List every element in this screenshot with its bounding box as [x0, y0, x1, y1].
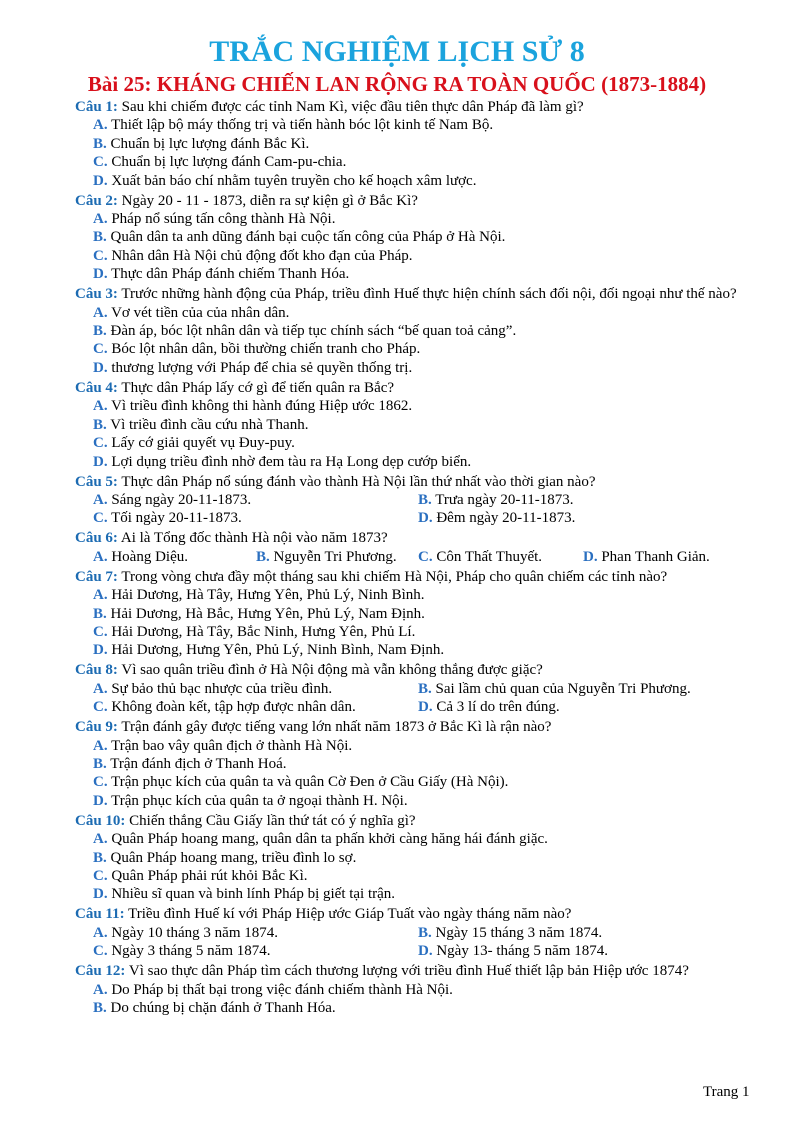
option-text: Hoàng Diệu. [111, 548, 188, 565]
option-text: Nhiều sĩ quan và binh lính Pháp bị giết tại trận. [111, 886, 396, 903]
question-text: Trước những hành động của Pháp, triều đình Huế thực hiện chính sách đối nội, đối ngoại như thế nào? [121, 286, 737, 303]
option-text: Quân Pháp hoang mang, quân dân ta phấn khởi càng hăng hái đánh giặc. [111, 831, 548, 848]
answer-option-a[interactable] [93, 981, 765, 999]
answer-options [93, 491, 765, 528]
option-text: Đàn áp, bóc lột nhân dân và tiếp tục chính sách “bế quan toả cảng”. [110, 323, 517, 340]
question-text: Vì sao thực dân Pháp tìm cách thương lượng với triều đình Huế thiết lập bản Hiệp ước 1874? [128, 963, 689, 980]
answer-option-c[interactable] [93, 942, 418, 960]
question-label: Câu 10: [75, 812, 126, 829]
answer-option-b[interactable] [93, 849, 765, 867]
option-letter: C. [93, 154, 108, 171]
option-letter: A. [93, 117, 108, 134]
option-text: Tối ngày 20-11-1873. [111, 510, 242, 527]
answer-option-d[interactable] [583, 548, 710, 566]
question-1 [75, 98, 765, 190]
option-letter: D. [93, 792, 108, 809]
question-text: Triều đình Huế kí với Pháp Hiệp ước Giáp Tuất vào ngày tháng năm nào? [128, 906, 572, 923]
option-text: Trận đánh địch ở Thanh Hoá. [110, 755, 287, 772]
answer-option-a[interactable] [93, 924, 418, 942]
option-text: Chuẩn bị lực lượng đánh Cam-pu-chia. [111, 154, 347, 171]
option-letter: C. [93, 774, 108, 791]
answer-option-b[interactable] [256, 548, 418, 566]
answer-option-d[interactable] [93, 265, 765, 283]
answer-option-c[interactable] [93, 340, 765, 358]
question-text: Ngày 20 - 11 - 1873, diễn ra sự kiện gì ở Bắc Kì? [121, 192, 418, 209]
option-text: Trưa ngày 20-11-1873. [435, 491, 574, 508]
answer-options [93, 680, 765, 717]
question-9 [75, 718, 765, 810]
question-stem [75, 529, 765, 547]
answer-option-b[interactable] [93, 416, 765, 434]
question-text: Ai là Tổng đốc thành Hà nội vào năm 1873? [120, 530, 388, 547]
question-list [75, 98, 765, 1017]
question-label: Câu 12: [75, 963, 126, 980]
answer-option-a[interactable] [93, 680, 418, 698]
option-text: Trận phục kích của quân ta và quân Cờ Đen ở Cầu Giấy (Hà Nội). [111, 774, 509, 791]
page-title: TRẮC NGHIỆM LỊCH SỬ 8 [209, 35, 585, 68]
option-text: Chuẩn bị lực lượng đánh Bắc Kì. [110, 135, 310, 152]
question-2 [75, 192, 765, 284]
option-letter: D. [93, 172, 108, 189]
option-letter: D. [418, 510, 433, 527]
answer-option-a[interactable] [93, 116, 765, 134]
question-label: Câu 8: [75, 662, 118, 679]
answer-options [93, 830, 765, 904]
option-text: Côn Thất Thuyết. [436, 548, 543, 565]
question-text: Chiến thắng Cầu Giấy lần thứ tát có ý nghĩa gì? [129, 812, 416, 829]
option-letter: D. [93, 886, 108, 903]
answer-options [93, 586, 765, 660]
question-label: Câu 6: [75, 530, 118, 547]
option-letter: C. [93, 943, 108, 960]
answer-option-c[interactable] [93, 698, 418, 716]
question-4 [75, 379, 765, 471]
option-text: Quân Pháp hoang mang, triều đình lo sợ. [110, 849, 357, 866]
option-letter: A. [93, 491, 108, 508]
answer-option-b[interactable] [93, 135, 765, 153]
question-stem [75, 285, 765, 303]
question-stem [75, 192, 765, 210]
option-letter: C. [93, 623, 108, 640]
answer-option-a[interactable] [93, 830, 765, 848]
answer-option-b[interactable] [93, 999, 765, 1017]
question-text: Sau khi chiếm được các tỉnh Nam Kì, việc đầu tiên thực dân Pháp đã làm gì? [121, 99, 584, 115]
question-label: Câu 5: [75, 473, 118, 490]
option-letter: C. [93, 699, 108, 716]
answer-option-d[interactable] [93, 792, 765, 810]
answer-options [93, 924, 765, 961]
option-letter: B. [93, 135, 107, 152]
question-label: Câu 9: [75, 719, 118, 736]
question-label: Câu 3: [75, 286, 118, 303]
option-letter: A. [93, 548, 108, 565]
option-letter: D. [93, 266, 108, 283]
answer-option-c[interactable] [93, 773, 765, 791]
option-letter: C. [93, 341, 108, 358]
answer-option-a[interactable] [93, 586, 765, 604]
option-text: Không đoàn kết, tập hợp được nhân dân. [111, 699, 356, 716]
answer-option-b[interactable] [418, 680, 765, 698]
option-text: Lợi dụng triều đình nhờ đem tàu ra Hạ Long dẹp cướp biển. [111, 453, 472, 470]
question-stem [75, 812, 765, 830]
option-letter: C. [93, 435, 108, 452]
answer-option-d[interactable] [93, 172, 765, 190]
option-text: Ngày 13- tháng 5 năm 1874. [436, 943, 608, 960]
answer-option-d[interactable] [93, 885, 765, 903]
option-letter: A. [93, 981, 108, 998]
option-text: Xuất bản báo chí nhằm tuyên truyền cho kế hoạch xâm lược. [111, 172, 477, 189]
option-letter: D. [418, 699, 433, 716]
page-number: Trang 1 [703, 1084, 750, 1100]
answer-option-d[interactable] [418, 698, 765, 716]
option-text: Quân dân ta anh dũng đánh bại cuộc tấn công của Pháp ở Hà Nội. [110, 229, 506, 246]
answer-option-b[interactable] [418, 924, 765, 942]
question-12 [75, 962, 765, 1017]
answer-option-a[interactable] [93, 491, 418, 509]
option-text: Vì triều đình cầu cứu nhà Thanh. [110, 416, 309, 433]
question-stem [75, 473, 765, 491]
option-text: thương lượng với Pháp để chia sẻ quyền thống trị. [111, 359, 413, 376]
answer-option-a[interactable] [93, 397, 765, 415]
answer-option-c[interactable] [93, 867, 765, 885]
lesson-subtitle: Bài 25: KHÁNG CHIẾN LAN RỘNG RA TOÀN QUỐC (1873-1884) [87, 72, 707, 96]
option-letter: B. [93, 323, 107, 340]
question-text: Vì sao quân triều đình ở Hà Nội động mà vẫn không thắng được giặc? [121, 662, 543, 679]
question-8 [75, 661, 765, 716]
option-text: Cả 3 lí do trên đúng. [436, 699, 560, 716]
option-letter: D. [418, 943, 433, 960]
answer-option-b[interactable] [93, 228, 765, 246]
option-letter: B. [93, 755, 107, 772]
answer-option-c[interactable] [93, 434, 765, 452]
question-11 [75, 905, 765, 960]
option-letter: D. [583, 548, 598, 565]
answer-option-d[interactable] [418, 942, 765, 960]
question-stem [75, 905, 765, 923]
option-text: Vì triều đình không thi hành đúng Hiệp ước 1862. [111, 398, 413, 415]
option-text: Nhân dân Hà Nội chủ động đốt kho đạn của Pháp. [111, 247, 413, 264]
answer-options [93, 304, 765, 378]
answer-option-b[interactable] [93, 755, 765, 773]
option-text: Phan Thanh Giản. [601, 548, 710, 565]
option-letter: B. [93, 849, 107, 866]
option-letter: D. [93, 359, 108, 376]
option-text: Lấy cớ giải quyết vụ Đuy-puy. [111, 435, 295, 452]
answer-option-c[interactable] [93, 623, 765, 641]
answer-options [93, 210, 765, 284]
question-7 [75, 568, 765, 660]
option-text: Vơ vét tiền của của nhân dân. [111, 304, 290, 321]
question-5 [75, 473, 765, 528]
option-letter: C. [93, 510, 108, 527]
option-text: Sáng ngày 20-11-1873. [111, 491, 252, 508]
option-letter: A. [93, 398, 108, 415]
question-label: Câu 4: [75, 379, 118, 396]
question-6 [75, 529, 765, 566]
answer-option-c[interactable] [93, 509, 418, 527]
option-text: Thực dân Pháp đánh chiếm Thanh Hóa. [111, 266, 350, 283]
question-stem [75, 98, 765, 116]
option-letter: C. [418, 548, 433, 565]
question-stem [75, 661, 765, 679]
option-letter: A. [93, 304, 108, 321]
option-text: Pháp nổ súng tấn công thành Hà Nội. [111, 211, 336, 228]
option-text: Ngày 10 tháng 3 năm 1874. [111, 924, 278, 941]
option-text: Đêm ngày 20-11-1873. [436, 510, 576, 527]
option-text: Quân Pháp phải rút khỏi Bắc Kì. [111, 868, 308, 884]
option-text: Do chúng bị chặn đánh ở Thanh Hóa. [110, 1000, 336, 1017]
answer-option-b[interactable] [418, 491, 765, 509]
question-3 [75, 285, 765, 377]
option-letter: A. [93, 211, 108, 228]
option-text: Thiết lập bộ máy thống trị và tiến hành bóc lột kinh tế Nam Bộ. [111, 117, 494, 134]
answer-option-b[interactable] [93, 322, 765, 340]
option-text: Ngày 3 tháng 5 năm 1874. [111, 943, 271, 960]
option-letter: B. [256, 548, 270, 565]
option-text: Hải Dương, Hà Tây, Hưng Yên, Phủ Lý, Ninh Bình. [111, 587, 425, 604]
option-text: Hải Dương, Hà Tây, Bắc Ninh, Hưng Yên, Phủ Lí. [111, 623, 416, 640]
option-letter: A. [93, 924, 108, 941]
option-text: Do Pháp bị thất bại trong việc đánh chiếm thành Hà Nội. [111, 981, 453, 998]
option-letter: A. [93, 680, 108, 697]
option-text: Ngày 15 tháng 3 năm 1874. [435, 924, 603, 941]
answer-option-d[interactable] [93, 453, 765, 471]
answer-options [93, 116, 765, 190]
option-letter: B. [93, 416, 107, 433]
option-text: Sai lầm chủ quan của Nguyễn Tri Phương. [435, 680, 691, 697]
question-label: Câu 7: [75, 568, 118, 585]
answer-option-d[interactable] [418, 509, 765, 527]
option-letter: B. [93, 605, 107, 622]
answer-options [93, 737, 765, 811]
answer-option-c[interactable] [93, 247, 765, 265]
question-stem [75, 379, 765, 397]
answer-option-c[interactable] [93, 153, 765, 171]
option-letter: B. [418, 680, 432, 697]
option-text: Nguyễn Tri Phương. [273, 548, 397, 565]
option-letter: B. [418, 491, 432, 508]
option-text: Trận bao vây quân địch ở thành Hà Nội. [111, 737, 353, 754]
question-text: Trận đánh gây được tiếng vang lớn nhất năm 1873 ở Bắc Kì là rận nào? [121, 719, 552, 736]
question-stem [75, 568, 765, 586]
question-stem [75, 962, 765, 980]
option-letter: B. [93, 1000, 107, 1017]
option-letter: A. [93, 831, 108, 848]
answer-option-a[interactable] [93, 737, 765, 755]
answer-option-a[interactable] [93, 548, 256, 566]
answer-option-b[interactable] [93, 605, 765, 623]
option-letter: B. [418, 924, 432, 941]
option-text: Sự bảo thủ bạc nhược của triều đình. [111, 680, 333, 697]
option-letter: B. [93, 229, 107, 246]
option-text: Trận phục kích của quân ta ở ngoại thành H. Nội. [111, 792, 408, 809]
answer-option-c[interactable] [418, 548, 583, 566]
answer-option-a[interactable] [93, 210, 765, 228]
answer-options [93, 397, 765, 471]
answer-option-d[interactable] [93, 359, 765, 377]
answer-options [93, 981, 765, 1018]
option-letter: C. [93, 868, 108, 884]
option-text: Hải Dương, Hà Bắc, Hưng Yên, Phủ Lý, Nam Định. [110, 605, 425, 622]
option-letter: A. [93, 587, 108, 604]
option-letter: D. [93, 642, 108, 659]
answer-option-d[interactable] [93, 641, 765, 659]
option-letter: C. [93, 247, 108, 264]
question-text: Trong vòng chưa đầy một tháng sau khi chiếm Hà Nội, Pháp cho quân chiếm các tỉnh nào? [121, 568, 668, 585]
option-letter: D. [93, 453, 108, 470]
answer-options [93, 548, 765, 566]
question-label: Câu 1: [75, 99, 118, 115]
question-label: Câu 2: [75, 192, 118, 209]
option-text: Hải Dương, Hưng Yên, Phủ Lý, Ninh Bình, Nam Định. [111, 642, 445, 659]
question-text: Thực dân Pháp nổ súng đánh vào thành Hà Nội lần thứ nhất vào thời gian nào? [121, 473, 596, 490]
question-10 [75, 812, 765, 904]
question-stem [75, 718, 765, 736]
answer-option-a[interactable] [93, 304, 765, 322]
option-letter: A. [93, 737, 108, 754]
question-text: Thực dân Pháp lấy cớ gì để tiến quân ra Bắc? [121, 379, 395, 396]
question-label: Câu 11: [75, 906, 125, 923]
option-text: Bóc lột nhân dân, bồi thường chiến tranh cho Pháp. [111, 341, 421, 358]
